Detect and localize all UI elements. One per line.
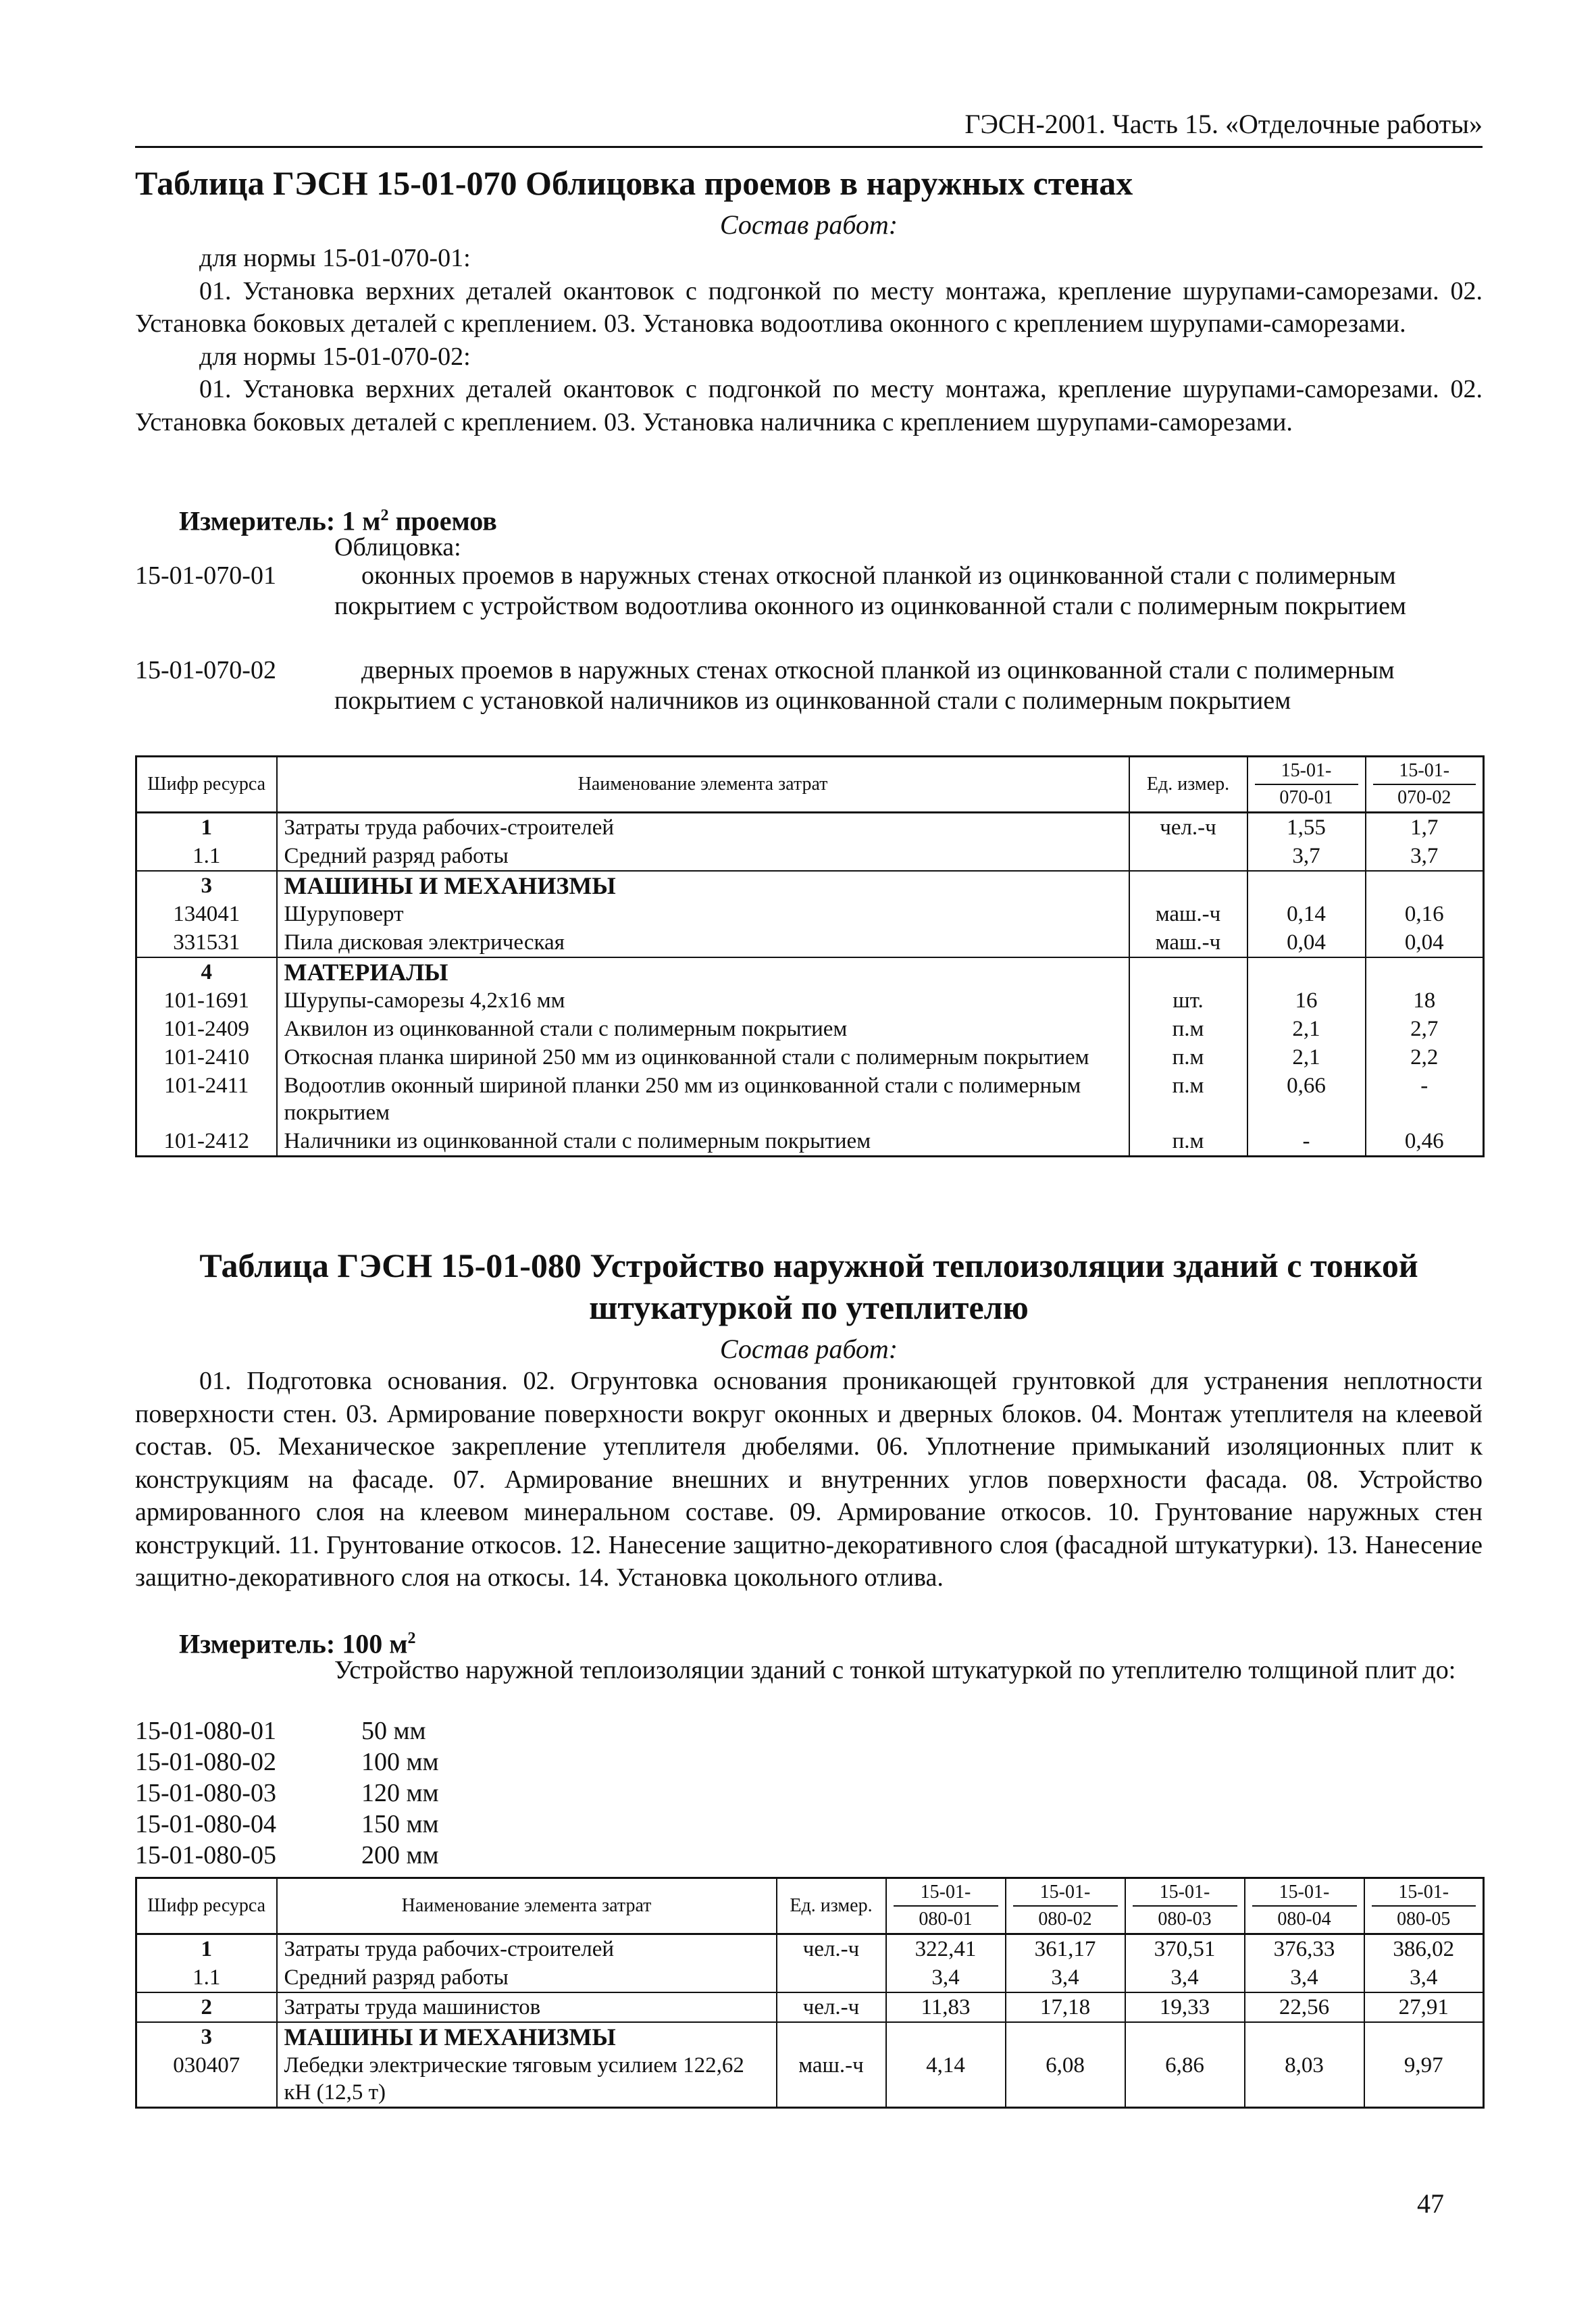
table-row bbox=[136, 1992, 1484, 2022]
table-cell: 361,17 bbox=[1006, 1934, 1125, 1964]
table-cell: 101-2409 bbox=[136, 1015, 277, 1043]
table-cell bbox=[777, 1963, 886, 1992]
table-cell: 3,7 bbox=[1247, 842, 1366, 871]
col-header-norm: 15-01- 070-02 bbox=[1366, 757, 1484, 813]
table-cell: 0,16 bbox=[1366, 900, 1484, 928]
norm-label: для нормы 15-01-070-01: bbox=[199, 244, 471, 272]
work-text: 01. Установка верхних деталей окантовок с подгонкой по месту монтажа, крепление шурупами-саморезами. 02. Установка боковых деталей с креплением. 03. Установка наличника с креплением шурупами-саморезами. bbox=[135, 375, 1483, 436]
table-row bbox=[136, 1015, 1484, 1043]
table1-measure: Измеритель: 1 $м^2$ проемов bbox=[179, 505, 497, 536]
table-cell: 3 bbox=[136, 2022, 277, 2051]
table-cell: Затраты труда рабочих-строителей bbox=[277, 813, 1129, 842]
table-cell bbox=[886, 2022, 1006, 2051]
table-cell: 1 bbox=[136, 813, 277, 842]
table2-intro: Устройство наружной теплоизоляции зданий с тонкой штукатуркой по утеплителю толщиной плит до: bbox=[334, 1656, 1456, 1684]
table-cell: 2,7 bbox=[1366, 1015, 1484, 1043]
table1-work-composition bbox=[135, 242, 1483, 438]
table-cell bbox=[1366, 871, 1484, 900]
table-group-row bbox=[136, 957, 1484, 986]
norm-label: для нормы 15-01-070-02: bbox=[199, 342, 471, 371]
table2-norm-row: 15-01-080-05 200 мм bbox=[135, 1841, 439, 1869]
table-cell: Наличники из оцинкованной стали с полимерным покрытием bbox=[277, 1127, 1129, 1157]
col-header-norm: 15-01- 080-02 bbox=[1006, 1878, 1125, 1934]
table-cell bbox=[1129, 842, 1247, 871]
table2-norm-row: 15-01-080-04 150 мм bbox=[135, 1810, 439, 1838]
table-cell: Средний разряд работы bbox=[277, 842, 1129, 871]
table1-work-heading: Состав работ: bbox=[719, 209, 898, 240]
table-cell bbox=[777, 2022, 886, 2051]
table-cell: 3,4 bbox=[1364, 1963, 1484, 1992]
table-cell: Затраты труда машинистов bbox=[277, 1992, 777, 2022]
table-cell: 0,04 bbox=[1247, 928, 1366, 957]
table-row bbox=[136, 1127, 1484, 1157]
table-cell: 1,55 bbox=[1247, 813, 1366, 842]
table-cell: 3,4 bbox=[1245, 1963, 1364, 1992]
table-cell: 3 bbox=[136, 871, 277, 900]
table-group-row bbox=[136, 871, 1484, 900]
table-cell: п.м bbox=[1129, 1015, 1247, 1043]
table-cell: 6,86 bbox=[1125, 2051, 1245, 2108]
table2-title: Таблица ГЭСН 15-01-080 Устройство наружной теплоизоляции зданий с тонкой штукатуркой по утеплителю bbox=[199, 1247, 1418, 1326]
table-cell: 322,41 bbox=[886, 1934, 1006, 1964]
table1-norm-row bbox=[135, 655, 1483, 716]
table2-work-heading: Состав работ: bbox=[719, 1334, 898, 1364]
table-cell: 1,7 bbox=[1366, 813, 1484, 842]
table1-cladding-label: Облицовка: bbox=[334, 533, 461, 561]
table2-norm-row: 15-01-080-01 50 мм bbox=[135, 1717, 426, 1745]
table-row bbox=[136, 986, 1484, 1015]
table2-measure: Измеритель: 100 $м^2$ bbox=[179, 1628, 416, 1659]
table-cell bbox=[1129, 957, 1247, 986]
table-cell: 3,4 bbox=[1006, 1963, 1125, 1992]
table-cell: 6,08 bbox=[1006, 2051, 1125, 2108]
table-cell: Шуруповерт bbox=[277, 900, 1129, 928]
table-cell: Водоотлив оконный шириной планки 250 мм из оцинкованной стали с полимерным покрытием bbox=[277, 1072, 1129, 1127]
col-header-unit: Ед. измер. bbox=[1129, 757, 1247, 813]
table-cell: 16 bbox=[1247, 986, 1366, 1015]
table-cell: МАШИНЫ И МЕХАНИЗМЫ bbox=[277, 2022, 777, 2051]
table-cell bbox=[1366, 957, 1484, 986]
table-row bbox=[136, 1934, 1484, 1964]
work-text: 01. Подготовка основания. 02. Огрунтовка основания проникающей грунтовкой для устранения неплотности поверхности стен. 03. Армирование поверхности вокруг оконных и дверных блоков. 04. Монтаж утеплителя на клеевой состав. 05. Механическое закрепление утеплителя дюбелями. 06. Уплотнение примыканий изоляционных плит к конструкциям на фасаде. 07. Армирование внешних и внутренних углов поверхности фасада. 08. Устройство армированного слоя на клеевом минеральном составе. 09. Армирование откосов. 10. Грунтование наружных стен конструкций. 11. Грунтование откосов. 12. Нанесение защитно-декоративного слоя (фасадной штукатурки). 13. Нанесение защитно-декоративного слоя на откосы. 14. Установка цокольного отлива. bbox=[135, 1367, 1483, 1592]
table-row bbox=[136, 842, 1484, 871]
table1-norm-row bbox=[135, 561, 1483, 622]
table-cell: 3,4 bbox=[886, 1963, 1006, 1992]
table2-norm-row: 15-01-080-02 100 мм bbox=[135, 1748, 439, 1776]
page-number: 47 bbox=[1417, 2188, 1444, 2219]
table-cell: 0,46 bbox=[1366, 1127, 1484, 1157]
table-row bbox=[136, 928, 1484, 957]
table2-work-composition bbox=[135, 1365, 1483, 1594]
col-header-norm: 15-01- 080-03 bbox=[1125, 1878, 1245, 1934]
table-cell: 4,14 bbox=[886, 2051, 1006, 2108]
table-row bbox=[136, 813, 1484, 842]
table-cell: п.м bbox=[1129, 1043, 1247, 1072]
table-cell: 11,83 bbox=[886, 1992, 1006, 2022]
table-cell: 1.1 bbox=[136, 1963, 277, 1992]
table-group-row bbox=[136, 2022, 1484, 2051]
table-cell: Пила дисковая электрическая bbox=[277, 928, 1129, 957]
table-cell bbox=[1125, 2022, 1245, 2051]
table-cell: 0,04 bbox=[1366, 928, 1484, 957]
table-cell bbox=[1245, 2022, 1364, 2051]
table-cell bbox=[1247, 871, 1366, 900]
table-cell: 27,91 bbox=[1364, 1992, 1484, 2022]
table-cell: 101-2410 bbox=[136, 1043, 277, 1072]
table-cell: 17,18 bbox=[1006, 1992, 1125, 2022]
table-cell: - bbox=[1366, 1072, 1484, 1127]
col-header-norm: 15-01- 080-05 bbox=[1364, 1878, 1484, 1934]
table-cell: - bbox=[1247, 1127, 1366, 1157]
table-cell: маш.-ч bbox=[1129, 900, 1247, 928]
table-cell: 0,14 bbox=[1247, 900, 1366, 928]
col-header-unit: Ед. измер. bbox=[777, 1878, 886, 1934]
work-text: 01. Установка верхних деталей окантовок с подгонкой по месту монтажа, крепление шурупами-саморезами. 02. Установка боковых деталей с креплением. 03. Установка водоотлива оконного с креплением шурупами-саморезами. bbox=[135, 276, 1483, 338]
table-cell: 22,56 bbox=[1245, 1992, 1364, 2022]
table-cell: Откосная планка шириной 250 мм из оцинкованной стали с полимерным покрытием bbox=[277, 1043, 1129, 1072]
table-cell: шт. bbox=[1129, 986, 1247, 1015]
table-cell: 3,7 bbox=[1366, 842, 1484, 871]
table-cell: 134041 bbox=[136, 900, 277, 928]
table-cell: Средний разряд работы bbox=[277, 1963, 777, 1992]
table-cell: Шурупы-саморезы 4,2х16 мм bbox=[277, 986, 1129, 1015]
table-cell: 101-2412 bbox=[136, 1127, 277, 1157]
table-cell: 8,03 bbox=[1245, 2051, 1364, 2108]
table-cell: чел.-ч bbox=[777, 1934, 886, 1964]
col-header-code: Шифр ресурса bbox=[136, 757, 277, 813]
norm-code: 15-01-070-01 bbox=[135, 561, 276, 590]
table-cell: 386,02 bbox=[1364, 1934, 1484, 1964]
col-header-norm: 15-01- 080-01 bbox=[886, 1878, 1006, 1934]
table-cell: 101-2411 bbox=[136, 1072, 277, 1127]
table-cell: 030407 bbox=[136, 2051, 277, 2108]
table-cell: 4 bbox=[136, 957, 277, 986]
table-cell: чел.-ч bbox=[1129, 813, 1247, 842]
col-header-name: Наименование элемента затрат bbox=[277, 757, 1129, 813]
table-cell: 1.1 bbox=[136, 842, 277, 871]
table-cell bbox=[1006, 2022, 1125, 2051]
table1-resources bbox=[135, 755, 1485, 1157]
table-cell: 2 bbox=[136, 1992, 277, 2022]
col-header-norm: 15-01- 070-01 bbox=[1247, 757, 1366, 813]
table-cell: 19,33 bbox=[1125, 1992, 1245, 2022]
table1-title: Таблица ГЭСН 15-01-070 Облицовка проемов в наружных стенах bbox=[135, 164, 1133, 202]
running-header: ГЭСН-2001. Часть 15. «Отделочные работы» bbox=[135, 107, 1483, 148]
table-row bbox=[136, 1043, 1484, 1072]
table-cell: 18 bbox=[1366, 986, 1484, 1015]
col-header-name: Наименование элемента затрат bbox=[277, 1878, 777, 1934]
table2-norm-row: 15-01-080-03 120 мм bbox=[135, 1779, 439, 1807]
table-cell: маш.-ч bbox=[1129, 928, 1247, 957]
table-cell: МАТЕРИАЛЫ bbox=[277, 957, 1129, 986]
table-cell bbox=[1364, 2022, 1484, 2051]
table-row bbox=[136, 900, 1484, 928]
norm-description: оконных проемов в наружных стенах откосной планкой из оцинкованной стали с полимерным покрытием с устройством водоотлива оконного из оцинкованной стали с полимерным покрытием bbox=[334, 561, 1406, 620]
norm-code: 15-01-070-02 bbox=[135, 656, 276, 684]
table-cell: МАШИНЫ И МЕХАНИЗМЫ bbox=[277, 871, 1129, 900]
col-header-norm: 15-01- 080-04 bbox=[1245, 1878, 1364, 1934]
table-cell: п.м bbox=[1129, 1072, 1247, 1127]
table-cell bbox=[1129, 871, 1247, 900]
table-cell: 2,1 bbox=[1247, 1043, 1366, 1072]
table-cell: 1 bbox=[136, 1934, 277, 1964]
table-cell: 370,51 bbox=[1125, 1934, 1245, 1964]
table-row bbox=[136, 1963, 1484, 1992]
table-cell: маш.-ч bbox=[777, 2051, 886, 2108]
table-cell: 0,66 bbox=[1247, 1072, 1366, 1127]
table-cell: 3,4 bbox=[1125, 1963, 1245, 1992]
table-cell: п.м bbox=[1129, 1127, 1247, 1157]
table-cell: 2,2 bbox=[1366, 1043, 1484, 1072]
table-row bbox=[136, 1072, 1484, 1127]
table-cell: чел.-ч bbox=[777, 1992, 886, 2022]
table-cell: 376,33 bbox=[1245, 1934, 1364, 1964]
table-cell bbox=[1247, 957, 1366, 986]
table-cell: Затраты труда рабочих-строителей bbox=[277, 1934, 777, 1964]
table2-resources bbox=[135, 1877, 1485, 2109]
col-header-code: Шифр ресурса bbox=[136, 1878, 277, 1934]
table-cell: 9,97 bbox=[1364, 2051, 1484, 2108]
table-cell: Аквилон из оцинкованной стали с полимерным покрытием bbox=[277, 1015, 1129, 1043]
table-row bbox=[136, 2051, 1484, 2108]
table-cell: 331531 bbox=[136, 928, 277, 957]
table-cell: Лебедки электрические тяговым усилием 122,62 кН (12,5 т) bbox=[277, 2051, 777, 2108]
table-cell: 101-1691 bbox=[136, 986, 277, 1015]
norm-description: дверных проемов в наружных стенах откосной планкой из оцинкованной стали с полимерным покрытием с установкой наличников из оцинкованной стали с полимерным покрытием bbox=[334, 656, 1395, 715]
table-cell: 2,1 bbox=[1247, 1015, 1366, 1043]
